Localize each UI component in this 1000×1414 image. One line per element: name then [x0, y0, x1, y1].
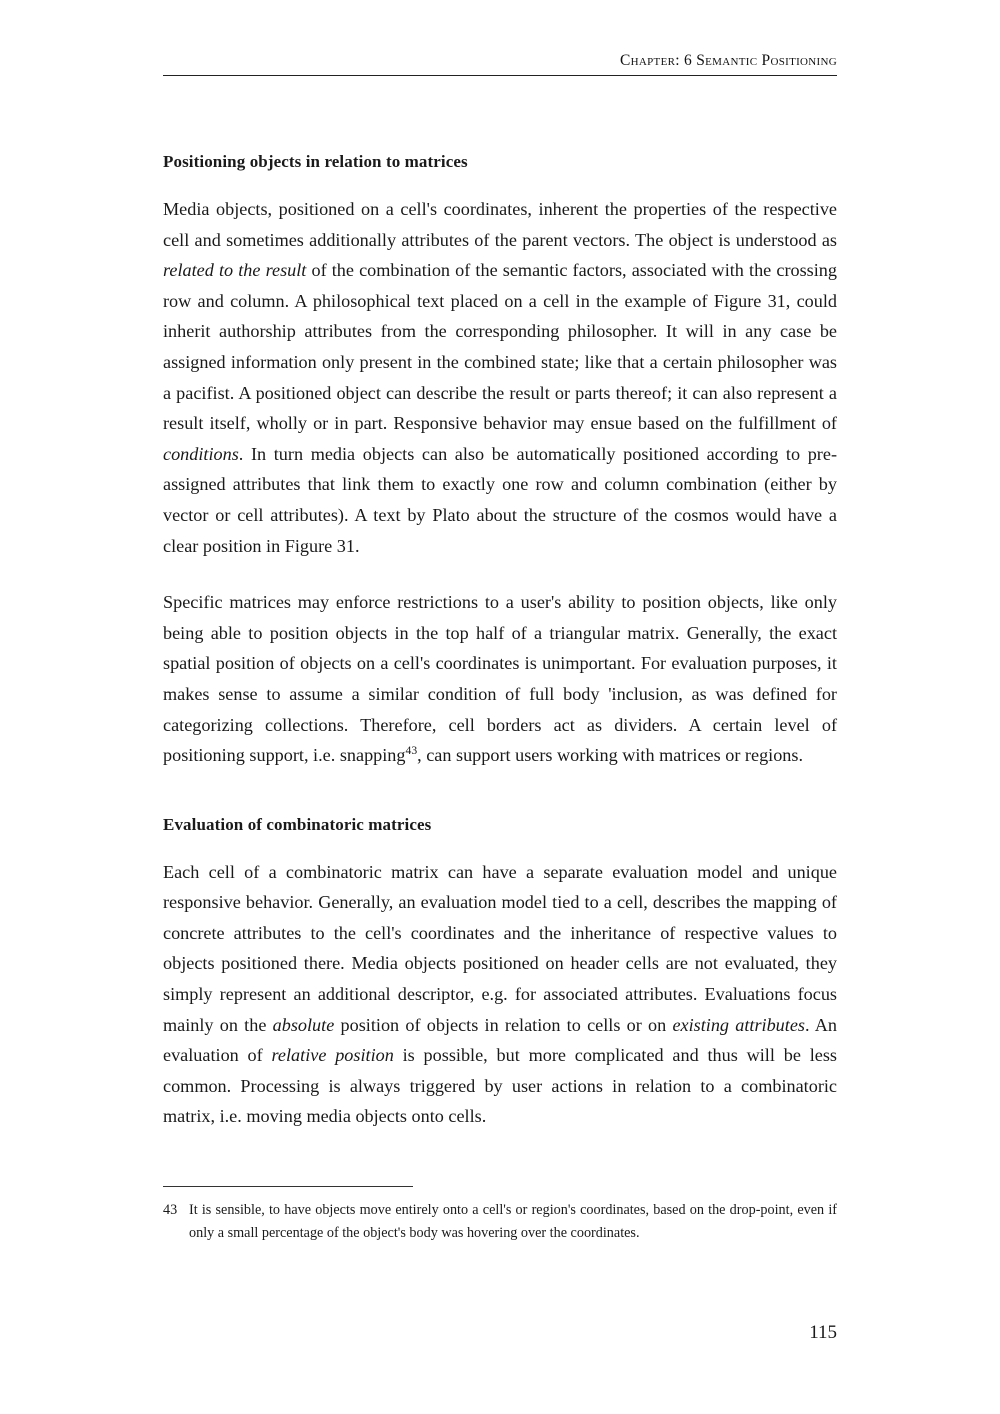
footnote-text: It is sensible, to have objects move entirely onto a cell's or region's coordinates, based on the drop-point, even if only a small percentage of the object's body was hovering over the coordinates.	[189, 1202, 837, 1241]
footnote-area	[163, 1186, 837, 1245]
running-head: Chapter: 6 Semantic Positioning	[163, 52, 837, 76]
section-heading-evaluation: Evaluation of combinatoric matrices	[163, 814, 432, 834]
paragraph: Media objects, positioned on a cell's coordinates, inherent the properties of the respective cell and sometimes additionally attributes of the parent vectors. The object is understood as related to the result of the combination of the semantic factors, associated with the crossing row and column. A philosophical text placed on a cell in the example of Figure 31, could inherit authorship attributes from the corresponding philosopher. It will in any case be assigned information only present in the combined state; like that a certain philosopher was a pacifist. A positioned object can describe the result or parts thereof; it can also represent a result itself, wholly or in part. Responsive behavior may ensue based on the fulfillment of conditions. In turn media objects can also be automatically positioned according to pre-assigned attributes that link them to exactly one row and column combination (either by vector or cell attributes). A text by Plato about the structure of the cosmos would have a clear position in Figure 31.	[163, 199, 837, 556]
footnote-number: 43	[163, 1202, 178, 1218]
page-content	[163, 52, 837, 1132]
body-text	[163, 152, 837, 1132]
paragraph: Specific matrices may enforce restrictions to a user's ability to position objects, like only being able to position objects in the top half of a triangular matrix. Generally, the exact spatial position of objects on a cell's coordinates is unimportant. For evaluation purposes, it makes sense to assume a similar condition of full body 'inclusion, as was defined for categorizing collections. Therefore, cell borders act as dividers. A certain level of positioning support, i.e. snapping$^{43}$, can support users working with matrices or regions.	[163, 592, 837, 766]
paragraph: Each cell of a combinatoric matrix can have a separate evaluation model and unique responsive behavior. Generally, an evaluation model tied to a cell, describes the mapping of concrete attributes to the cell's coordinates and the inheritance of respective values to objects positioned there. Media objects positioned on header cells are not evaluated, they simply represent an additional descriptor, e.g. for associated attributes. Evaluations focus mainly on the absolute position of objects in relation to cells or on existing attributes. An evaluation of relative position is possible, but more complicated and thus will be less common. Processing is always triggered by user actions in relation to a combinatoric matrix, i.e. moving media objects onto cells.	[163, 861, 837, 1127]
section-heading-positioning: Positioning objects in relation to matrices	[163, 152, 468, 171]
page-number: 115	[809, 1322, 837, 1343]
footnote-separator	[163, 1186, 413, 1187]
footnote	[163, 1199, 837, 1245]
